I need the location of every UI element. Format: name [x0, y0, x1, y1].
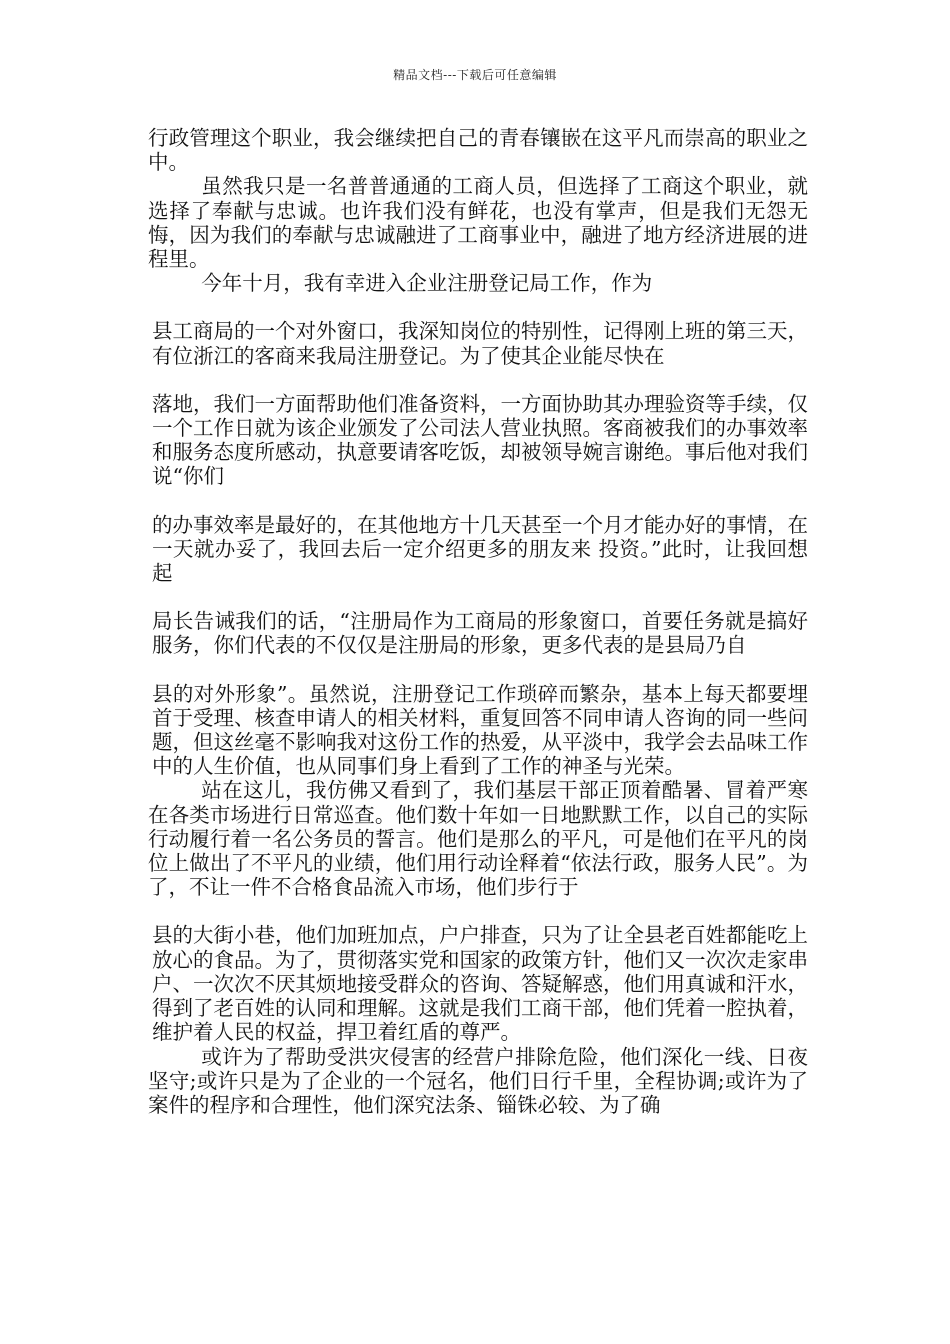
- paragraph: 或许为了帮助受洪灾侵害的经营户排除危险，他们深化一线、日夜坚守;或许只是为了企业的一个冠名，他们日行千里，全程协调;或许为了案件的程序和合理性，他们深究法条、锱铢必较、为了确: [148, 1044, 808, 1117]
- paragraph: 今年十月，我有幸进入企业注册登记局工作，作为: [201, 271, 653, 296]
- paragraph: 站在这儿，我仿佛又看到了，我们基层干部正顶着酷暑、冒着严寒在各类市场进行日常巡查。他们数十年如一日地默默工作，以自己的实际行动履行着一名公务员的誓言。他们是那么的平凡，可是他们在平凡的岗位上做出了不平凡的业绩，他们用行动诠释着“依法行政，服务人民”。为了，不让一件不合格食品流入市场，他们步行于: [148, 778, 808, 900]
- page-header: 精品文档---下载后可任意编辑: [393, 68, 557, 82]
- paragraph: 县的大街小巷，他们加班加点，户户排查，只为了让全县老百姓都能吃上放心的食品。为了，贯彻落实党和国家的政策方针，他们又一次次走家串户、一次次不厌其烦地接受群众的咨询、答疑解惑，他们用真诚和汗水，得到了老百姓的认同和理解。这就是我们工商干部，他们凭着一腔执着，维护着人民的权益，捍卫着红盾的尊严。: [152, 923, 808, 1045]
- paragraph: 虽然我只是一名普普通通的工商人员，但选择了工商这个职业，就选择了奉献与忠诚。也许我们没有鲜花，也没有掌声，但是我们无怨无悔，因为我们的奉献与忠诚融进了工商事业中，融进了地方经济进展的进程里。: [148, 174, 808, 272]
- paragraph: 县的对外形象”。虽然说，注册登记工作琐碎而繁杂，基本上每天都要埋首于受理、核查申请人的相关材料，重复回答不同申请人咨询的同一些问题，但这丝毫不影响我对这份工作的热爱，从平淡中，我学会去品味工作中的人生价值，也从同事们身上看到了工作的神圣与光荣。: [152, 681, 808, 779]
- paragraph: 县工商局的一个对外窗口，我深知岗位的特别性，记得刚上班的第三天，有位浙江的客商来我局注册登记。为了使其企业能尽快在: [152, 319, 808, 368]
- paragraph: 局长告诫我们的话，“注册局作为工商局的形象窗口，首要任务就是搞好服务，你们代表的不仅仅是注册局的形象，更多代表的是县局乃自: [152, 609, 808, 658]
- paragraph: 落地，我们一方面帮助他们准备资料，一方面协助其办理验资等手续，仅一个工作日就为该企业颁发了公司法人营业执照。客商被我们的办事效率和服务态度所感动，执意要请客吃饭，却被领导婉言谢绝。事后他对我们说“你们: [152, 391, 808, 489]
- paragraph: 的办事效率是最好的，在其他地方十几天甚至一个月才能办好的事情，在 一天就办妥了，我回去后一定介绍更多的朋友来 投资。”此时，让我回想起: [152, 512, 808, 586]
- document-body: [148, 126, 808, 1117]
- paragraph: 行政管理这个职业，我会继续把自己的青春镶嵌在这平凡而崇高的职业之中。: [148, 126, 808, 175]
